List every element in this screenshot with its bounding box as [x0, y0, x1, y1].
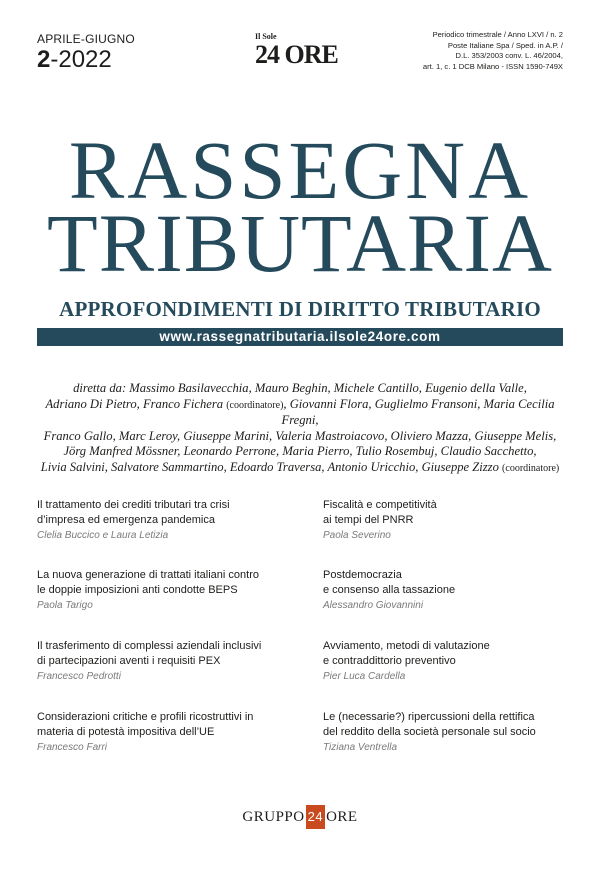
article-title: Considerazioni critiche e profili ricostruttivi in materia di potestà impositiva dell’UE	[37, 711, 254, 738]
article-title: La nuova generazione di trattati italiani contro le doppie imposizioni anti condotte BEPS	[37, 569, 259, 596]
publication-info	[393, 30, 563, 72]
editors-text: Livia Salvini, Salvatore Sammartino, Edoardo Traversa, Antonio Uricchio, Giuseppe Zizzo	[40, 459, 499, 474]
article-item[interactable]	[323, 568, 583, 612]
pubinfo-line: Periodico trimestrale / Anno LXVI / n. 2	[432, 30, 563, 39]
article-item[interactable]	[37, 498, 297, 542]
editors-text: Adriano Di Pietro, Franco Fichera	[45, 396, 224, 411]
editors-line: Jörg Manfred Mössner, Leonardo Perrone, Maria Pierro, Tulio Rosembuj, Claudio Sacchetto,	[63, 444, 537, 459]
article-author: Paola Tarigo	[37, 600, 93, 611]
article-item[interactable]	[323, 498, 583, 542]
publisher-box: 24	[306, 805, 325, 829]
article-author: Francesco Pedrotti	[37, 671, 121, 682]
issue-number	[37, 46, 112, 74]
logo-big-text: 24 ORE	[255, 40, 338, 69]
article-title: Fiscalità e competitività ai tempi del PNRR	[323, 499, 437, 526]
pubinfo-line: D.L. 353/2003 conv. L. 46/2004,	[455, 51, 563, 60]
article-item[interactable]	[37, 710, 297, 754]
article-author: Francesco Farri	[37, 742, 108, 753]
publisher-left: GRUPPO	[242, 808, 305, 825]
editors-text: , Giovanni Flora, Guglielmo Fransoni, Maria Cecilia Fregni,	[281, 396, 555, 428]
editors-line: Franco Gallo, Marc Leroy, Giuseppe Marini, Valeria Mastroiacovo, Oliviero Mazza, Giuseppe Melis,	[43, 428, 557, 443]
publisher-right: ORE	[326, 808, 358, 825]
publisher-logo	[0, 805, 600, 829]
article-title: Il trasferimento di complessi aziendali inclusivi di partecipazioni aventi i requisiti PEX	[37, 640, 262, 667]
logo-small-text: Il Sole	[255, 32, 277, 41]
article-item[interactable]	[323, 710, 583, 754]
editors-line	[30, 397, 570, 429]
coordinator-label: (coordinatore)	[226, 399, 284, 411]
article-item[interactable]	[37, 568, 297, 612]
article-author: Alessandro Giovannini	[323, 600, 424, 611]
article-author: Pier Luca Cardella	[323, 671, 406, 682]
article-item[interactable]	[323, 639, 583, 683]
pubinfo-line: art. 1, c. 1 DCB Milano - ISSN 1590-749X	[422, 61, 563, 71]
journal-subtitle: APPROFONDIMENTI DI DIRITTO TRIBUTARIO	[59, 297, 541, 321]
article-author: Tiziana Ventrella	[323, 742, 398, 753]
issue-number-value: 2	[37, 46, 51, 73]
article-author: Paola Severino	[323, 530, 391, 541]
editors-line: diretta da: Massimo Basilavecchia, Mauro Beghin, Michele Cantillo, Eugenio della Valle,	[73, 381, 527, 395]
issue-period: APRILE-GIUGNO	[37, 32, 135, 46]
article-item[interactable]	[37, 639, 297, 683]
article-title: Le (necessarie?) ripercussioni della rettifica del reddito della società personale sul socio	[323, 711, 536, 738]
article-title: Il trattamento dei crediti tributari tra crisi d’impresa ed emergenza pandemica	[37, 499, 230, 526]
coordinator-label: (coordinatore)	[502, 462, 560, 474]
journal-url[interactable]: www.rassegnatributaria.ilsole24ore.com	[37, 328, 563, 346]
ilsole24ore-logo	[255, 30, 349, 74]
pubinfo-line: Poste Italiane Spa / Sped. in A.P. /	[447, 40, 563, 50]
issue-year: -2022	[50, 46, 112, 73]
journal-title-line1: RASSEGNA	[68, 124, 532, 216]
article-title: Postdemocrazia e consenso alla tassazione	[323, 569, 456, 596]
journal-title-line2: TRIBUTARIA	[47, 197, 553, 289]
article-author: Clelia Buccico e Laura Letizia	[37, 530, 169, 541]
editors-line	[30, 460, 570, 477]
gruppo24ore-logo	[242, 805, 357, 829]
article-title: Avviamento, metodi di valutazione e contraddittorio preventivo	[323, 640, 490, 667]
masthead-top	[37, 30, 563, 90]
editorial-board	[30, 381, 570, 477]
